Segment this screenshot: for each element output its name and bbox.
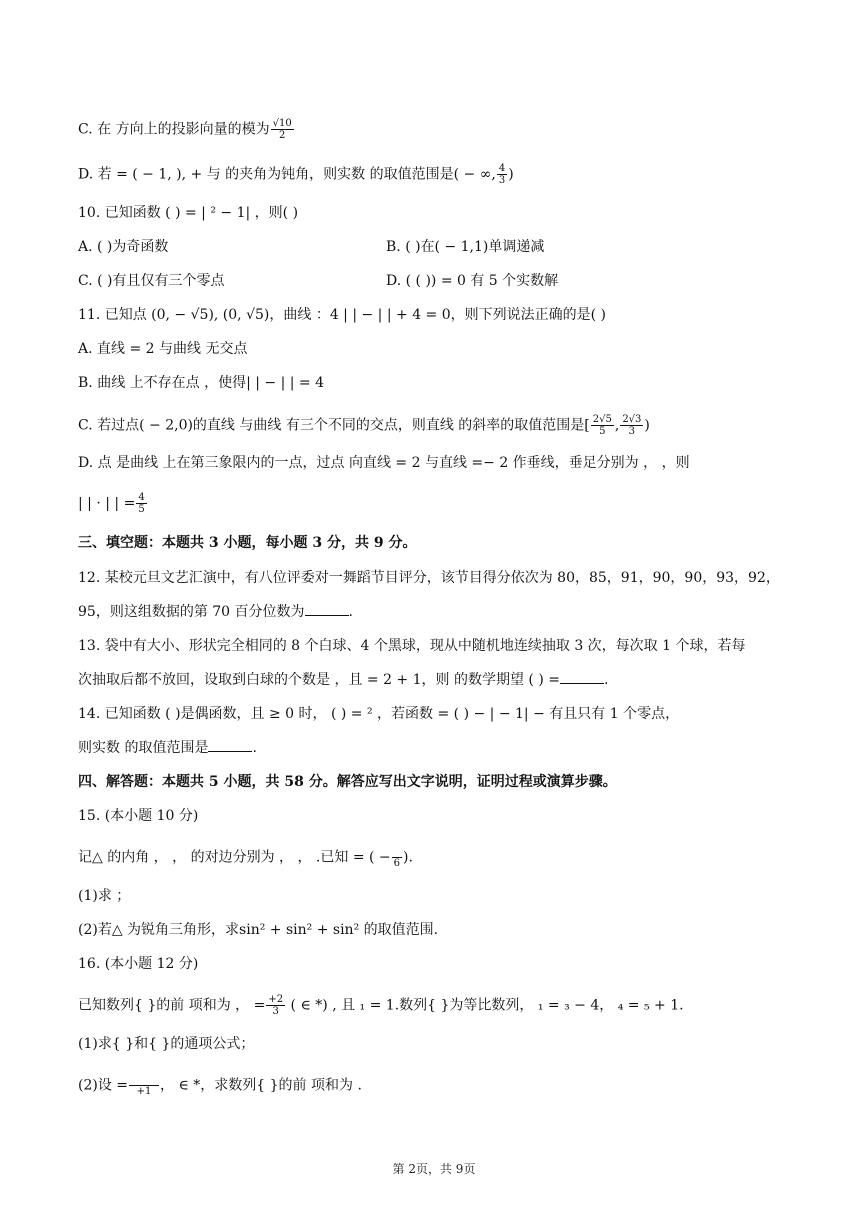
option-11d-cont: | | · | | = $\frac{4}{5}$	[78, 492, 145, 515]
fraction: 6	[392, 846, 402, 869]
fraction: $\frac{4}{3}$	[498, 163, 506, 186]
question-14: 14. 已知函数 ( )是偶函数，且 ≥ 0 时， ( ) = ² ，若函数 = ( ) − | − 1| − 有且只有 1 个零点，	[78, 706, 680, 722]
option-11b: B. 曲线 上不存在点 ，使得| | − | | = 4	[78, 375, 325, 391]
question-12-cont: 95，则这组数据的第 70 百分位数为 .	[78, 604, 353, 620]
option-10b: B. ( )在( − 1,1)单调递减	[386, 239, 545, 255]
section-heading-fill-in: 三、填空题：本题共 3 小题，每小题 3 分，共 9 分。	[78, 535, 417, 551]
option-11d: D. 点 是曲线 上在第三象限内的一点，过点 向直线 = 2 与直线 =− 2 作垂线，垂足分别为 ， ，则	[78, 455, 690, 471]
answer-blank	[560, 671, 604, 684]
option-9c: C. 在 方向上的投影向量的模为 $\frac{√10}{2}$	[78, 118, 292, 141]
question-10: 10. 已知函数 ( ) = | ² − 1| ，则( )	[78, 205, 299, 221]
fraction: $\frac{2√3}{3}$	[622, 414, 642, 437]
fraction: $\frac{√10}{2}$	[272, 118, 292, 141]
fraction: $\frac{2√5}{5}$	[592, 414, 612, 437]
fraction: $\frac{+2}{3}$	[268, 994, 284, 1017]
option-11a: A. 直线 = 2 与曲线 无交点	[78, 341, 248, 357]
question-15: 15. (本小题 10 分)	[78, 808, 199, 824]
question-15-stem: 记△ 的内角 ， ， 的对边分别为 ， ， .已知 = ( − 6 ).	[78, 846, 413, 869]
option-9d: D. 若 = ( − 1, ), + 与 的夹角为钝角，则实数 的取值范围是( − ∞, $\frac{4}{3}$ )	[78, 163, 514, 186]
question-16-stem: 已知数列{ }的前 项和为 ， = $\frac{+2}{3}$ ( ∈ *) , 且 ₁ = 1.数列{ }为等比数列， ₁ = ₃ − 4， ₄ = ₅ + 1.	[78, 994, 684, 1017]
question-12: 12. 某校元旦文艺汇演中，有八位评委对一舞蹈节目评分，该节目得分依次为 80，85，91，90，90，93，92，	[78, 570, 780, 586]
option-10d: D. ( ( )) = 0 有 5 个实数解	[386, 273, 559, 289]
question-15-part2: (2)若△ 为锐角三角形，求sin² + sin² + sin² 的取值范围.	[78, 922, 439, 938]
option-10c: C. ( )有且仅有三个零点	[78, 273, 225, 289]
question-13: 13. 袋中有大小、形状完全相同的 8 个白球、4 个黑球，现从中随机地连续抽取 3 次，每次取 1 个球，若每	[78, 638, 746, 654]
question-15-part1: (1)求 ；	[78, 888, 131, 904]
question-11: 11. 已知点 (0, − √5), (0, √5)，曲线 ：4 | | − | | + 4 = 0，则下列说法正确的是( )	[78, 307, 607, 323]
question-16: 16. (本小题 12 分)	[78, 956, 199, 972]
option-11c: C. 若过点( − 2,0)的直线 与曲线 有三个不同的交点，则直线 的斜率的取值范围是[ $\frac{2√5}{5}$ , $\frac{2√3}{3}$ )	[78, 414, 650, 437]
fraction: $\frac{4}{5}$	[138, 492, 145, 515]
question-16-part2: (2)设 = +1 ， ∈ *，求数列{ }的前 项和为 .	[78, 1074, 362, 1097]
question-16-part1: (1)求{ }和{ }的通项公式；	[78, 1036, 255, 1052]
answer-blank	[305, 603, 349, 616]
fraction: +1	[129, 1074, 159, 1097]
answer-blank	[208, 739, 252, 752]
section-heading-solutions: 四、解答题：本题共 5 小题，共 58 分。解答应写出文字说明，证明过程或演算步骤。	[78, 774, 617, 790]
page-footer: 第 2页，共 9页	[392, 1162, 476, 1176]
question-14-cont: 则实数 的取值范围是 .	[78, 740, 257, 756]
option-10a: A. ( )为奇函数	[78, 239, 169, 255]
question-13-cont: 次抽取后都不放回，设取到白球的个数是 ，且 = 2 + 1，则 的数学期望 ( ) = .	[78, 672, 609, 688]
